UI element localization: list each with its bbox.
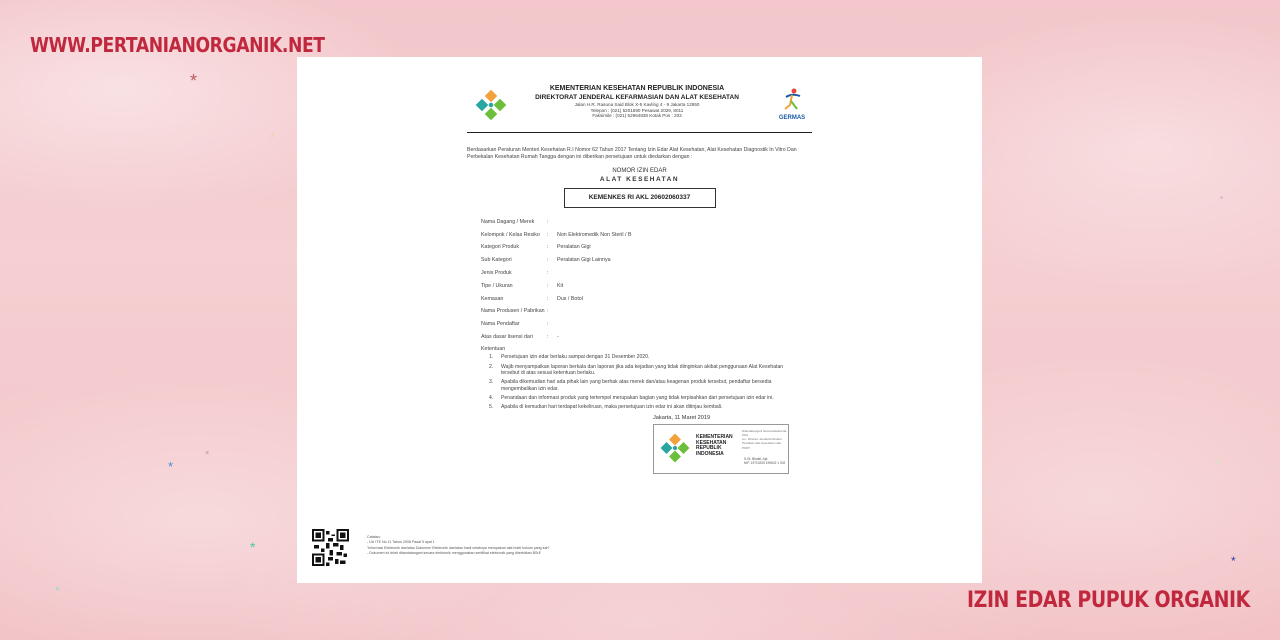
term-number: 3. — [489, 379, 494, 386]
electronic-signature-stamp — [653, 424, 789, 474]
field-colon: : — [547, 270, 549, 277]
field-label: Nama Produsen / Pabrikan — [481, 308, 545, 315]
footer-notes — [367, 535, 637, 557]
ministry-name: KEMENTERIAN KESEHATAN REPUBLIK INDONESIA — [549, 85, 725, 92]
germas-figure-icon — [780, 87, 804, 111]
field-label: Nama Pendaftar — [481, 321, 520, 328]
field-label: Kelompok / Kelas Resiko — [481, 231, 540, 238]
sparkle-icon: * — [205, 449, 210, 461]
field-colon: : — [547, 321, 549, 328]
letterhead-divider — [467, 132, 812, 133]
phone: Telepon : (021) 5201590 Pesawat 2029, 8011 — [590, 107, 684, 113]
certificate-document — [467, 77, 812, 474]
field-value: Kit — [557, 282, 564, 289]
term-item — [489, 404, 812, 410]
address: Jalan H.R. Rasuna Said Blok X-5 Kavling 4 - 9 Jakarta 12950 — [574, 101, 700, 107]
directorate-name: DIREKTORAT JENDERAL KEFARMASIAN DAN ALAT KESEHATAN — [535, 93, 739, 101]
field-row — [467, 254, 812, 267]
sparkle-icon: * — [270, 131, 275, 145]
certificate-image — [297, 57, 982, 583]
kemenkes-logo-icon — [473, 87, 509, 123]
field-row — [467, 216, 812, 229]
field-colon: : — [547, 244, 549, 251]
kemenkes-logo-icon — [658, 431, 692, 465]
letterhead-text — [517, 85, 757, 119]
site-url[interactable]: WWW.PERTANIANORGANIK.NET — [30, 33, 325, 57]
field-colon: : — [547, 334, 549, 341]
term-text: Persetujuan izin edar berlaku sampai dengan 31 Desember 2020. — [501, 354, 650, 361]
field-label: Jenis Produk — [481, 270, 512, 277]
izin-subtitle: ALAT KESEHATAN — [599, 175, 680, 183]
field-row — [467, 280, 812, 293]
ketentuan-title: Ketentuan — [481, 345, 506, 352]
footer-note: - UU ITE No 11 Tahun 2008 Pasal 5 ayat 1 — [367, 540, 435, 545]
field-row — [467, 305, 812, 318]
page-heading: IZIN EDAR PUPUK ORGANIK — [967, 588, 1250, 613]
sparkle-icon: * — [55, 584, 60, 598]
field-row — [467, 293, 812, 306]
field-colon: : — [547, 308, 549, 315]
term-item — [489, 395, 812, 401]
field-value: Peralatan Gigi — [557, 244, 591, 251]
terms-list — [467, 354, 812, 411]
germas-logo — [772, 87, 812, 122]
field-label: Sub Kategori — [481, 257, 512, 264]
field-row — [467, 318, 812, 331]
field-colon: : — [547, 295, 549, 302]
term-item — [489, 379, 812, 392]
field-value: Peralatan Gigi Lainnya — [557, 257, 611, 264]
sparkle-icon: * — [1216, 457, 1221, 471]
term-number: 4. — [489, 395, 494, 402]
field-label: Kemasan — [481, 295, 504, 302]
field-value: - — [557, 334, 559, 341]
field-label: Atas dasar lisensi dari — [481, 334, 533, 341]
footer-note: - Dokumen ini telah ditandatangani secara elektronik menggunakan sertifikat elektronik yang diterbitkan BSrE — [367, 551, 541, 556]
term-text: Apabila dikemudian hari ada pihak lain yang berhak atas merek dan/atau keagenan produk tersebut, pendaftar bersedia mengembalikan izin edar. — [501, 379, 772, 392]
term-number: 1. — [489, 354, 494, 361]
signer-id: NIP. 19710205 199602 1 002 — [744, 461, 786, 466]
field-colon: : — [547, 231, 549, 238]
field-label: Kategori Produk — [481, 244, 519, 251]
stamp-signer — [744, 457, 785, 466]
footer-note: "Informasi Elektronik dan/atau Dokumen Elektronik dan/atau hasil cetaknya merupakan alat bukti hukum yang sah" — [367, 545, 550, 550]
field-row — [467, 229, 812, 242]
field-colon: : — [547, 257, 549, 264]
term-text: Wajib menyampaikan laporan berkala dan laporan jika ada kejadian yang tidak diinginkan akibat penggunaan Alat Kesehatan tersebut di atas sesuai ketentuan berlaku. — [501, 363, 784, 377]
signature-date: Jakarta, 11 Maret 2019 — [653, 414, 711, 421]
sparkle-icon: * — [1231, 554, 1236, 568]
term-text: Apabila di kemudian hari terdapat kekeliruan, maka persetujuan izin edar ini akan ditinjau kembali. — [501, 404, 723, 411]
field-value: Non Elektromedik Non Steril / B — [557, 231, 632, 238]
qr-code-icon — [312, 529, 349, 566]
sparkle-icon: * — [168, 459, 174, 474]
signer-name: S.Gt. Bhakti, Apt — [744, 456, 768, 461]
term-item — [489, 354, 812, 360]
field-colon: : — [547, 218, 549, 225]
stamp-side-note — [742, 429, 788, 450]
sparkle-icon: * — [190, 71, 198, 91]
field-row — [467, 241, 812, 254]
field-row — [467, 331, 812, 344]
field-row — [467, 267, 812, 280]
registration-number: KEMENKES RI AKL 20602060337 — [564, 188, 716, 208]
term-item — [489, 364, 812, 377]
stamp-org-name: KEMENTERIAN KESEHATAN REPUBLIK INDONESIA — [696, 433, 733, 458]
term-number: 2. — [489, 363, 494, 370]
term-text: Penandaan dan informasi produk yang tertempel merupakan bagian yang tidak terpisahkan dari persetujuan izin edar ini. — [501, 395, 774, 402]
letterhead — [467, 77, 812, 139]
sparkle-icon: * — [250, 539, 256, 555]
intro-paragraph: Berdasarkan Peraturan Menteri Kesehatan R.I Nomor 62 Tahun 2017 Tentang Izin Edar Alat Kesehatan, Alat Kesehatan Diagnostik In Vitro Dan Perbekalan Kesehatan Rumah Tangga dengan ini diberikan persetujuan untuk diedarkan dengan : — [467, 147, 797, 160]
stamp-role: a.n. Direktur Jenderal Direktur Penilaian Alat Kesehatan dan PKRT — [742, 437, 783, 450]
product-fields — [467, 216, 812, 344]
izin-title: NOMOR IZIN EDAR — [612, 168, 667, 174]
stamp-note: Ditandatangani Secara Elektronik Oleh — [742, 428, 787, 438]
footer-title: Catatan: — [367, 535, 381, 539]
sparkle-icon: * — [1220, 195, 1224, 204]
field-label: Nama Dagang / Merek — [481, 218, 535, 225]
field-value: Dus / Botol — [557, 295, 583, 302]
fax: Faksimile : (021) 52964838 Kotak Pos : 203 — [592, 113, 682, 119]
germas-label: GERMAS — [778, 114, 806, 121]
field-colon: : — [547, 282, 549, 289]
field-label: Tipe / Ukuran — [481, 282, 513, 289]
term-number: 5. — [489, 404, 494, 411]
